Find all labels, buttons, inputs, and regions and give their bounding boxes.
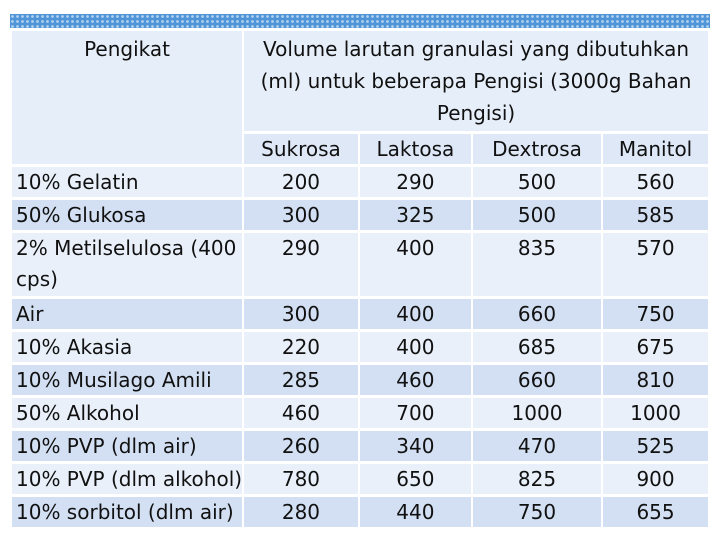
header-filler-dextrosa: Dextrosa	[473, 134, 601, 164]
table-row	[12, 332, 708, 362]
cell-laktosa: 460	[360, 365, 471, 395]
cell-dextrosa: 835	[473, 233, 601, 296]
cell-manitol: 900	[603, 464, 708, 494]
cell-manitol: 585	[603, 200, 708, 230]
cell-manitol: 750	[603, 299, 708, 329]
cell-dextrosa: 1000	[473, 398, 601, 428]
cell-laktosa: 400	[360, 233, 471, 296]
cell-manitol: 810	[603, 365, 708, 395]
cell-manitol: 655	[603, 497, 708, 527]
table-row	[12, 233, 708, 296]
row-binder: Air	[12, 299, 242, 329]
cell-manitol: 675	[603, 332, 708, 362]
header-filler-manitol: Manitol	[603, 134, 708, 164]
row-binder: 50% Alkohol	[12, 398, 242, 428]
cell-laktosa: 400	[360, 332, 471, 362]
row-binder: 10% Musilago Amili	[12, 365, 242, 395]
cell-dextrosa: 500	[473, 200, 601, 230]
table-row	[12, 200, 708, 230]
cell-dextrosa: 500	[473, 167, 601, 197]
cell-dextrosa: 660	[473, 365, 601, 395]
cell-laktosa: 400	[360, 299, 471, 329]
cell-sukrosa: 300	[244, 299, 358, 329]
cell-laktosa: 700	[360, 398, 471, 428]
cell-sukrosa: 460	[244, 398, 358, 428]
table-row	[12, 431, 708, 461]
table-row	[12, 299, 708, 329]
row-binder: 2% Metilselulosa (400 cps)	[12, 233, 242, 296]
cell-sukrosa: 200	[244, 167, 358, 197]
header-filler-laktosa: Laktosa	[360, 134, 471, 164]
binder-volume-table	[10, 28, 710, 530]
row-binder: 10% PVP (dlm alkohol)	[12, 464, 242, 494]
table-header-row	[12, 31, 708, 131]
row-binder: 10% PVP (dlm air)	[12, 431, 242, 461]
cell-laktosa: 650	[360, 464, 471, 494]
table-row	[12, 365, 708, 395]
cell-laktosa: 340	[360, 431, 471, 461]
cell-dextrosa: 685	[473, 332, 601, 362]
cell-sukrosa: 220	[244, 332, 358, 362]
row-binder: 10% Gelatin	[12, 167, 242, 197]
cell-manitol: 560	[603, 167, 708, 197]
cell-dextrosa: 750	[473, 497, 601, 527]
cell-dextrosa: 825	[473, 464, 601, 494]
header-binder: Pengikat	[12, 31, 242, 164]
cell-sukrosa: 280	[244, 497, 358, 527]
cell-sukrosa: 260	[244, 431, 358, 461]
table-row	[12, 464, 708, 494]
cell-laktosa: 325	[360, 200, 471, 230]
table-row	[12, 398, 708, 428]
cell-laktosa: 440	[360, 497, 471, 527]
header-volume: Volume larutan granulasi yang dibutuhkan (ml) untuk beberapa Pengisi (3000g Bahan Pengisi)	[244, 31, 708, 131]
cell-manitol: 1000	[603, 398, 708, 428]
cell-sukrosa: 300	[244, 200, 358, 230]
cell-sukrosa: 780	[244, 464, 358, 494]
cell-dextrosa: 470	[473, 431, 601, 461]
dotted-accent-bar	[10, 14, 710, 28]
row-binder: 10% sorbitol (dlm air)	[12, 497, 242, 527]
row-binder: 50% Glukosa	[12, 200, 242, 230]
table-row	[12, 167, 708, 197]
table-row	[12, 497, 708, 527]
row-binder: 10% Akasia	[12, 332, 242, 362]
cell-sukrosa: 290	[244, 233, 358, 296]
cell-laktosa: 290	[360, 167, 471, 197]
cell-dextrosa: 660	[473, 299, 601, 329]
cell-manitol: 570	[603, 233, 708, 296]
cell-manitol: 525	[603, 431, 708, 461]
cell-sukrosa: 285	[244, 365, 358, 395]
header-filler-sukrosa: Sukrosa	[244, 134, 358, 164]
